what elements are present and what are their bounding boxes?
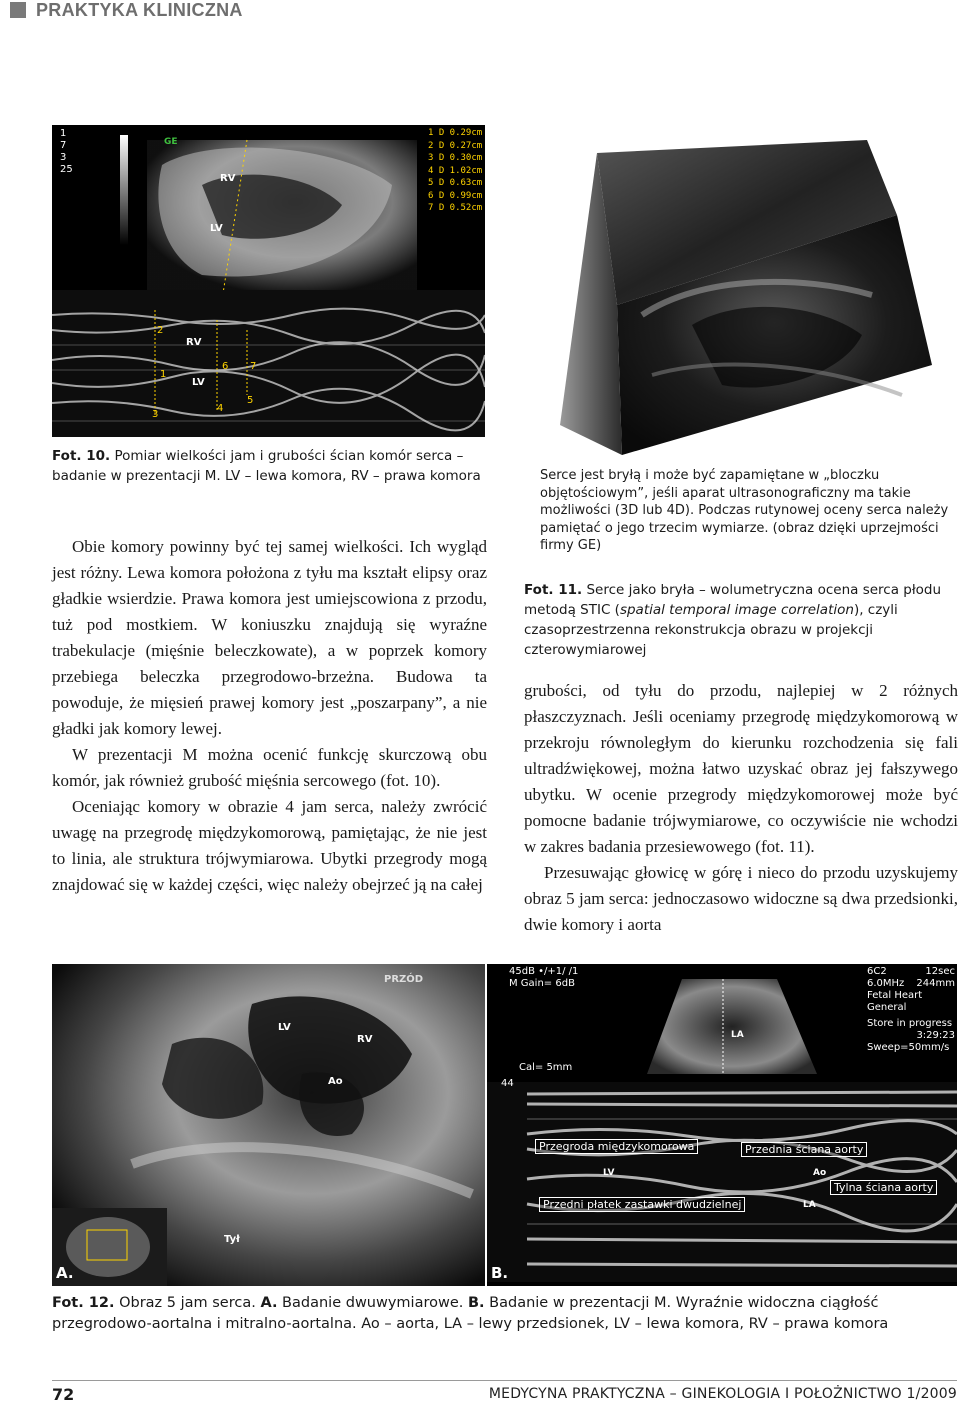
- label-lv: LV: [210, 223, 223, 234]
- hud-line: 6.0MHz: [867, 978, 905, 989]
- hud-line: General: [867, 1002, 907, 1013]
- figure-12-caption: [52, 1293, 957, 1335]
- hud-line: 12sec: [925, 966, 955, 977]
- hud-line: 3:29:23: [916, 1030, 955, 1041]
- label-leaflet: Przedni płatek zastawki dwudzielnej: [539, 1197, 745, 1212]
- hud-line: Fetal Heart: [867, 990, 923, 1001]
- caliper-mark: 3: [152, 409, 159, 420]
- ge-logo: GE: [164, 137, 178, 147]
- caption-text: Serce jako bryła – wolumetryczna ocena serca płodu metodą STIC (: [524, 582, 942, 618]
- label-la-top: LA: [731, 1030, 744, 1040]
- caption-italic: spatial temporal image correlation: [619, 602, 854, 618]
- paragraph: grubości, od tyłu do przodu, najlepiej w 2 różnych płaszczyznach. Jeśli oceniamy przegrodę międzykomorową w przekroju równoległym do kierunku rozchodzenia się fali ultradźwiękowej, można łatwo uzyskać obraz jej fałszywego ubytku. W ocenie przegrody międzykomorowej może być pomocne badanie trójwymiarowe, co oczywiście nie wchodzi w zakres badania przesiewowego (fot. 11).: [524, 681, 958, 856]
- scale-value: 7: [60, 140, 67, 151]
- figure-11-volume-render: [522, 125, 956, 462]
- fig10-scale: [60, 128, 73, 176]
- paragraph: Przesuwając głowicę w górę i nieco do przodu uzyskujemy obraz 5 jam serca: jednoczasowo widoczne są dwa przedsionki, dwie komory i aorta: [524, 863, 958, 934]
- caliper-mark: 7: [250, 361, 257, 372]
- panel-letter-a: A.: [56, 1264, 74, 1282]
- footer-divider: [52, 1380, 957, 1381]
- label-la: LA: [803, 1200, 816, 1210]
- caption-lead: B.: [467, 1295, 485, 1311]
- measurement-list: [428, 127, 482, 215]
- caption-lead: Fot. 11.: [524, 582, 583, 598]
- hud-right: [867, 966, 955, 1054]
- hud-line: 45dB •/+1/ /1: [509, 966, 579, 977]
- label-ao: Ao: [328, 1076, 343, 1087]
- label-lv: LV: [603, 1168, 615, 1178]
- measurement-row: 5 D 0.63cm: [428, 178, 483, 188]
- figure-11-note: Serce jest bryłą i może być zapamiętane w „bloczku objętościowym”, jeśli aparat ultrasonograficzny ma takie możliwości (3D lub 4D). Podczas rutynowej oceny serca należy pamiętać o jego trzecim wymiarze. (obraz dzięki uprzejmości firmy GE): [540, 468, 949, 553]
- label-lv: LV: [278, 1022, 291, 1033]
- paragraph: Oceniając komory w obrazie 4 jam serca, należy zwrócić uwagę na przegrodę międzykomorową, pamiętając, że nie jest to linia, ale struktura trójwymiarowa. Ubytki przegrody mogą znajdować się w każdej części, więc należy obejrzeć ją na całej: [52, 797, 487, 894]
- caption-text: Obraz 5 jam serca.: [114, 1295, 261, 1311]
- label-lv-mmode: LV: [192, 377, 205, 388]
- hud-line: Store in progress: [867, 1018, 953, 1029]
- scale-value: 25: [60, 164, 73, 175]
- figure-12b-mmode-scan: [487, 964, 957, 1286]
- measurement-row: 7 D 0.52cm: [428, 203, 483, 213]
- measurement-row: 3 D 0.30cm: [428, 153, 483, 163]
- paragraph: Obie komory powinny być tej samej wielkości. Ich wygląd jest różny. Lewa komora położona z tyłu ma kształt elipsy oraz gładkie wsierdzie. Prawa komora jest umiejscowiona z przodu, tuż pod mostkiem. W koniuszku znajdują się wyraźne trabekulacje (mięśnie beleczkowate), a w poprzek komory przebiega beleczka przegrodowo-brzeżna. Budowa ta powoduje, że mięsień prawej komory jest „poszarpany”, a nie gładki jak komory lewej.: [52, 537, 487, 738]
- figure-11-caption: [524, 580, 960, 660]
- caption-text: Pomiar wielkości jam i grubości ścian komór serca – badanie w prezentacji M. LV – lewa komora, RV – prawa komora: [52, 448, 481, 484]
- label-rv-mmode: RV: [186, 337, 202, 348]
- caption-lead: Fot. 10.: [52, 448, 111, 464]
- caliper-mark: 5: [247, 395, 254, 406]
- journal-name: MEDYCYNA PRAKTYCZNA – GINEKOLOGIA I POŁOŻNICTWO 1/2009: [488, 1386, 957, 1402]
- depth-label: 44: [501, 1078, 514, 1089]
- right-column-text: [524, 678, 958, 938]
- caliper-mark: 4: [217, 403, 224, 414]
- calibration: Cal= 5mm: [519, 1062, 573, 1073]
- caption-lead: A.: [260, 1295, 278, 1311]
- fig10-image: [52, 125, 485, 437]
- paragraph: W prezentacji M można ocenić funkcję skurczową obu komór, jak również grubość mięśnia sercowego (fot. 10).: [52, 745, 487, 790]
- caliper-mark: 1: [160, 369, 167, 380]
- measurement-row: 6 D 0.99cm: [428, 190, 483, 201]
- label-ao: Ao: [813, 1168, 827, 1178]
- hud-left: [509, 966, 578, 990]
- fig12a-image: [52, 964, 485, 1286]
- left-column-text: [52, 534, 487, 898]
- measurement-row: 2 D 0.27cm: [428, 140, 483, 151]
- caliper-mark: 2: [157, 325, 164, 336]
- caliper-mark: 6: [222, 361, 229, 372]
- measurement-row: 1 D 0.29cm: [428, 128, 483, 138]
- scale-value: 1: [60, 128, 67, 139]
- label-front-wall: Przednia ściana aorty: [741, 1142, 867, 1157]
- label-back: Tył: [224, 1234, 240, 1245]
- label-rv: RV: [357, 1034, 373, 1045]
- label-rv: RV: [220, 173, 236, 184]
- caption-lead: Fot. 12.: [52, 1295, 115, 1311]
- caption-text: Badanie dwuwymiarowe.: [277, 1295, 468, 1311]
- hud-line: Sweep=50mm/s: [867, 1042, 950, 1053]
- measurement-row: 4 D 1.02cm: [428, 165, 483, 176]
- label-front: PRZÓD: [384, 974, 424, 985]
- scale-value: 3: [60, 152, 67, 163]
- fig11-image: [522, 125, 956, 462]
- section-title: PRAKTYKA KLINICZNA: [36, 0, 243, 20]
- panel-letter-b: B.: [491, 1264, 509, 1282]
- label-septum: Przegroda międzykomorowa: [535, 1139, 698, 1154]
- caption-text: Badanie w prezentacji M. Wyraźnie widoczna ciągłość przegrodowo-aortalna i mitralno-aortalna. Ao – aorta, LA – lewy przedsionek, LV – lewa komora, RV – prawa komora: [52, 1295, 889, 1332]
- hud-line: M Gain= 6dB: [509, 978, 575, 989]
- caption-text: ), czyli czasoprzestrzenna rekonstrukcja obrazu w projekcji czterowymiarowej: [524, 602, 898, 658]
- figure-10-caption: [52, 446, 487, 486]
- label-back-wall: Tylna ściana aorty: [830, 1180, 937, 1195]
- figure-12a-2d-scan: [52, 964, 485, 1286]
- hud-line: 244mm: [916, 978, 955, 989]
- header-mark: [10, 2, 26, 18]
- figure-10-ultrasound: [52, 125, 485, 437]
- hud-line: 6C2: [867, 966, 887, 977]
- page-number: 72: [52, 1385, 75, 1404]
